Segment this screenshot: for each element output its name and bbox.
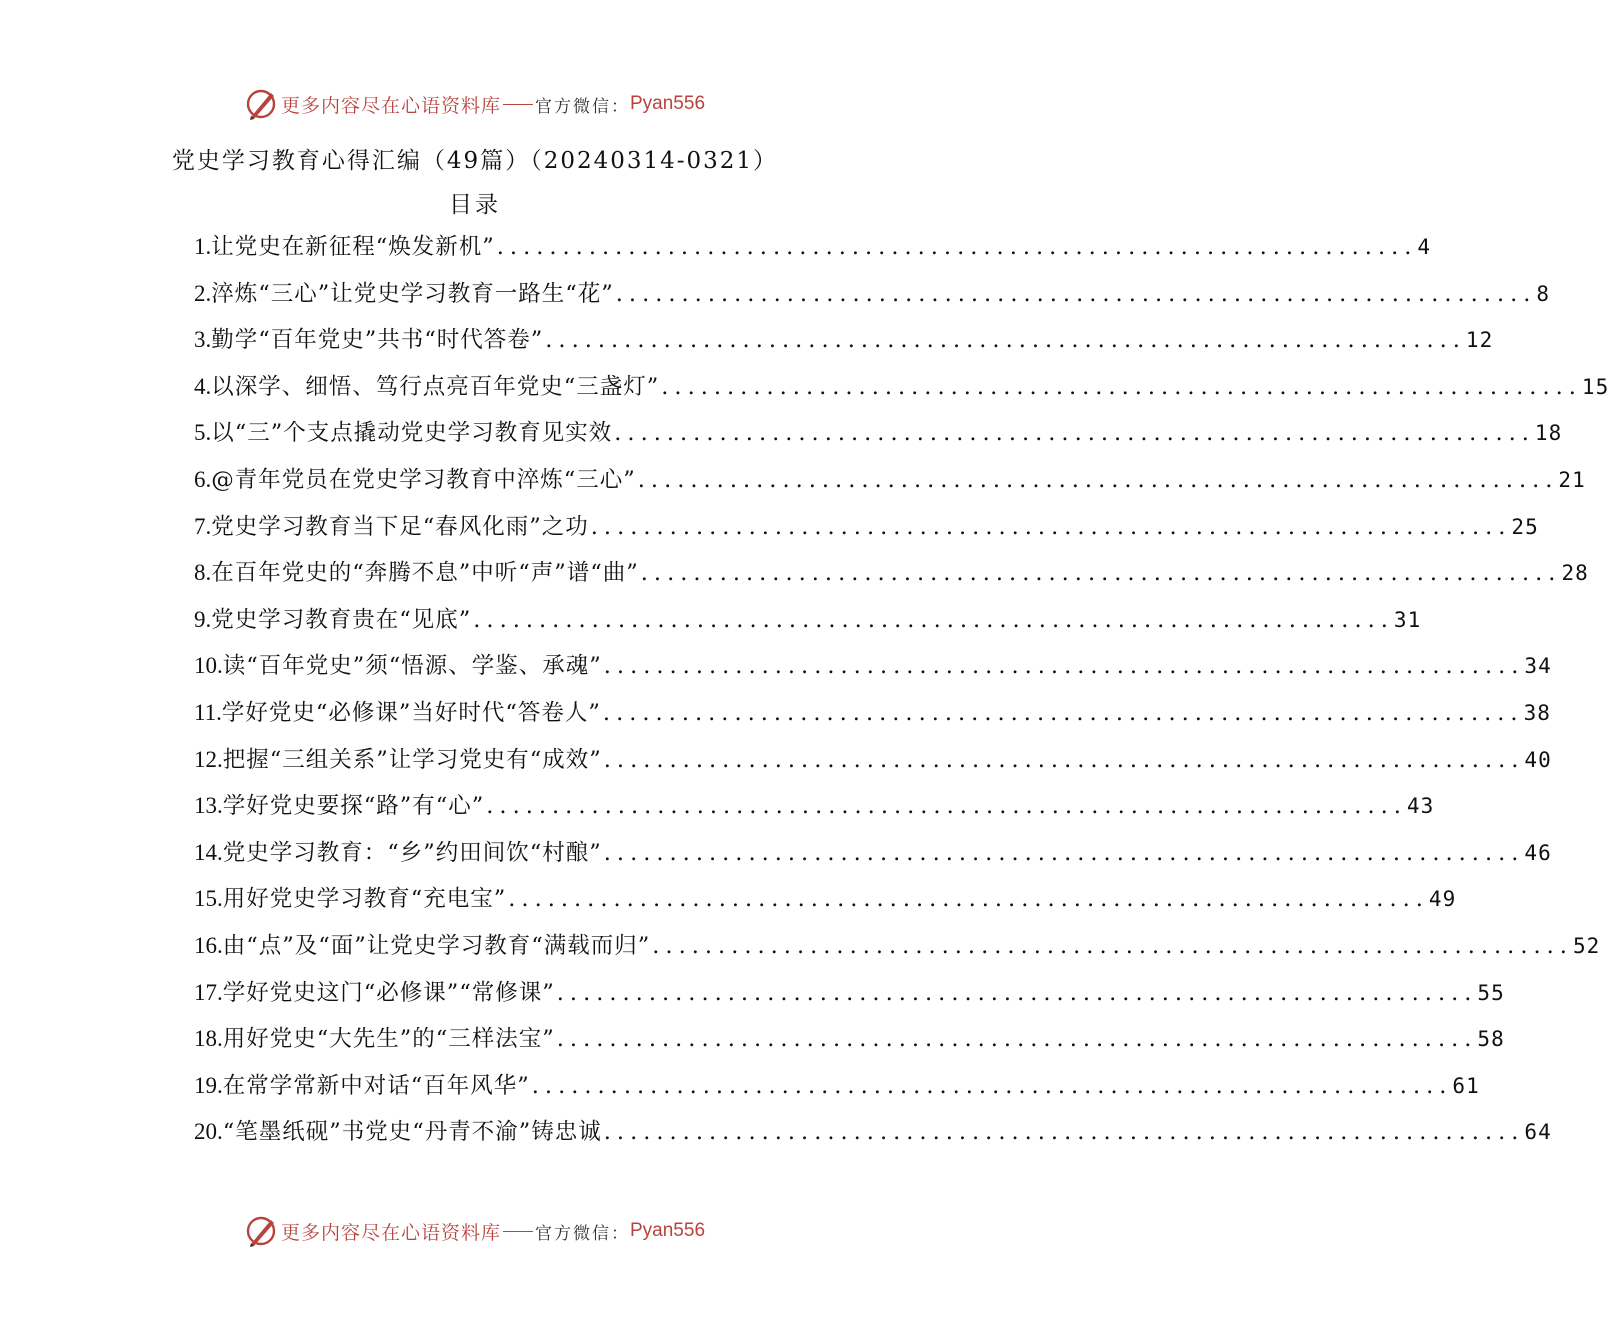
- toc-entry[interactable]: [194, 504, 1539, 551]
- toc-entry-number: 17.: [194, 979, 223, 1005]
- toc-entry-title: 党史学习教育：“乡”约田间饮“村酿”: [222, 839, 602, 866]
- toc-entry-number: 16.: [194, 932, 223, 958]
- banner-wechat-id: Pyan556: [630, 1220, 706, 1241]
- toc-entry[interactable]: [194, 550, 1589, 597]
- toc-entry-page: 28: [1561, 561, 1589, 586]
- toc-entry-page: 21: [1558, 467, 1586, 492]
- toc-entry[interactable]: [194, 1109, 1552, 1156]
- toc-leader-dots: [484, 783, 1407, 830]
- banner-divider: [503, 1231, 533, 1232]
- toc-entry-title: 以“三”个支点撬动党史学习教育见实效: [211, 420, 613, 447]
- toc-entry-title: 勤学“百年党史”共书“时代答卷”: [211, 327, 544, 354]
- toc-entry[interactable]: [194, 410, 1563, 457]
- banner-wechat-id: Pyan556: [630, 93, 706, 114]
- toc-entry-page: 58: [1477, 1027, 1505, 1052]
- toc-entry-title: 学好党史这门“必修课”“常修课”: [222, 979, 555, 1006]
- toc-entry-title: 以深学、细悟、笃行点亮百年党史“三盏灯”: [211, 373, 660, 400]
- toc-entry-title: 让党史在新征程“焕发新机”: [211, 234, 495, 260]
- toc-leader-dots: [614, 271, 1537, 318]
- toc-leader-dots: [589, 504, 1512, 551]
- toc-entry[interactable]: [194, 317, 1494, 364]
- toc-entry[interactable]: [194, 364, 1609, 411]
- toc-entry-number: 19.: [194, 1072, 223, 1098]
- toc-leader-dots: [543, 317, 1466, 364]
- toc-entry-page: 15: [1581, 374, 1609, 399]
- toc-entry[interactable]: [194, 597, 1422, 644]
- toc-entry-number: 18.: [194, 1026, 223, 1052]
- toc-entry-page: 25: [1511, 514, 1539, 539]
- toc-entry[interactable]: [194, 1016, 1505, 1063]
- toc-entry-number: 6.: [194, 466, 212, 492]
- toc-entry-number: 8.: [194, 560, 212, 586]
- toc-entry-title: 党史学习教育贵在“见底”: [211, 606, 472, 633]
- toc-entry-page: 52: [1572, 933, 1601, 958]
- toc-leader-dots: [602, 737, 1525, 784]
- toc-entry[interactable]: [194, 830, 1552, 877]
- banner-main-text: 更多内容尽在心语资料库: [280, 94, 501, 117]
- toc-entry-number: 5.: [194, 420, 212, 446]
- toc-entry[interactable]: [194, 690, 1551, 737]
- toc-entry-number: 12.: [194, 746, 223, 772]
- toc-entry-title: 把握“三组关系”让学习党史有“成效”: [222, 746, 602, 773]
- banner-sub-text: 官方微信：: [535, 1223, 630, 1244]
- toc-entry-page: 12: [1465, 328, 1494, 353]
- toc-entry[interactable]: [194, 783, 1435, 830]
- toc-leader-dots: [650, 923, 1573, 970]
- toc-entry-number: 3.: [194, 327, 212, 353]
- toc-entry-title: @青年党员在党史学习教育中淬炼“三心”: [211, 466, 636, 493]
- banner-sub-text: 官方微信：: [535, 96, 630, 117]
- toc-entry-page: 43: [1406, 794, 1435, 819]
- toc-leader-dots: [602, 1109, 1525, 1156]
- toc-entry-title: “笔墨纸砚”书党史“丹青不渝”铸忠诚: [222, 1119, 602, 1146]
- toc-leader-dots: [555, 1016, 1478, 1063]
- toc-leader-dots: [639, 550, 1562, 597]
- toc-entry[interactable]: [194, 923, 1601, 970]
- toc-entry[interactable]: [194, 970, 1505, 1017]
- footer-banner: [0, 1211, 950, 1251]
- toc-entry-title: 淬炼“三心”让党史学习教育一路生“花”: [211, 280, 614, 307]
- toc-leader-dots: [530, 1063, 1453, 1110]
- pen-logo-icon: [245, 1214, 279, 1248]
- toc-entry[interactable]: [194, 643, 1552, 690]
- toc-entry-number: 11.: [194, 699, 222, 725]
- toc-leader-dots: [612, 410, 1535, 457]
- toc-entry-title: 党史学习教育当下足“春风化雨”之功: [211, 513, 589, 540]
- toc-entry-page: 40: [1524, 747, 1552, 772]
- toc-entry[interactable]: [194, 737, 1552, 784]
- toc-entry-title: 学好党史“必修课”当好时代“答卷人”: [221, 699, 601, 726]
- toc-entry-number: 20.: [194, 1119, 223, 1145]
- toc-entry-title: 学好党史要探“路”有“心”: [222, 793, 485, 820]
- document-title: 党史学习教育心得汇编（49篇）（20240314-0321）: [171, 148, 779, 174]
- toc-entry-title: 在百年党史的“奔腾不息”中听“声”谱“曲”: [211, 560, 639, 587]
- pen-logo-icon: [245, 87, 279, 121]
- toc-entry-number: 10.: [194, 653, 223, 679]
- toc-leader-dots: [602, 830, 1525, 877]
- toc-entry[interactable]: [194, 1063, 1480, 1110]
- header-banner: [0, 84, 950, 124]
- toc-entry[interactable]: [194, 224, 1432, 271]
- toc-entry-page: 18: [1534, 421, 1563, 446]
- toc-heading: 目录: [449, 192, 501, 218]
- banner-main-text: 更多内容尽在心语资料库: [280, 1221, 501, 1244]
- toc-entry-page: 31: [1393, 607, 1422, 632]
- toc-entry-number: 9.: [194, 606, 212, 632]
- toc-entry[interactable]: [194, 876, 1457, 923]
- toc-entry-number: 13.: [194, 793, 223, 819]
- toc-leader-dots: [601, 690, 1524, 737]
- toc-leader-dots: [495, 224, 1418, 271]
- toc-entry-page: 38: [1523, 700, 1551, 725]
- toc-leader-dots: [659, 364, 1582, 411]
- toc-entry-title: 用好党史学习教育“充电宝”: [222, 886, 507, 913]
- toc-entry-number: 7.: [194, 513, 212, 539]
- toc-entry-number: 14.: [194, 839, 223, 865]
- toc-entry-page: 8: [1536, 281, 1551, 306]
- toc-entry-page: 64: [1524, 1120, 1552, 1145]
- toc-entry-title: 用好党史“大先生”的“三样法宝”: [222, 1026, 555, 1053]
- toc-entry-number: 2.: [194, 280, 212, 306]
- toc-entry-page: 61: [1452, 1073, 1480, 1098]
- toc-entry-page: 49: [1428, 887, 1457, 912]
- toc-leader-dots: [602, 643, 1525, 690]
- toc-leader-dots: [636, 457, 1559, 504]
- toc-entry-page: 4: [1417, 235, 1432, 259]
- toc-entry-page: 55: [1477, 980, 1505, 1005]
- banner-divider: [503, 104, 533, 105]
- toc-entry-number: 4.: [194, 373, 212, 399]
- toc-entry-number: 1.: [194, 234, 212, 259]
- toc-leader-dots: [555, 970, 1478, 1017]
- toc-leader-dots: [471, 597, 1394, 644]
- toc-entry[interactable]: [194, 271, 1551, 318]
- table-of-contents: [194, 224, 1609, 1156]
- toc-entry-title: 由“点”及“面”让党史学习教育“满载而归”: [222, 932, 651, 959]
- toc-entry-page: 34: [1524, 654, 1552, 679]
- toc-entry-page: 46: [1524, 840, 1552, 865]
- toc-entry-title: 在常学常新中对话“百年风华”: [222, 1072, 530, 1099]
- toc-entry[interactable]: [194, 457, 1586, 504]
- toc-leader-dots: [506, 876, 1429, 923]
- toc-entry-number: 15.: [194, 886, 223, 912]
- toc-entry-title: 读“百年党史”须“悟源、学鉴、承魂”: [222, 653, 602, 680]
